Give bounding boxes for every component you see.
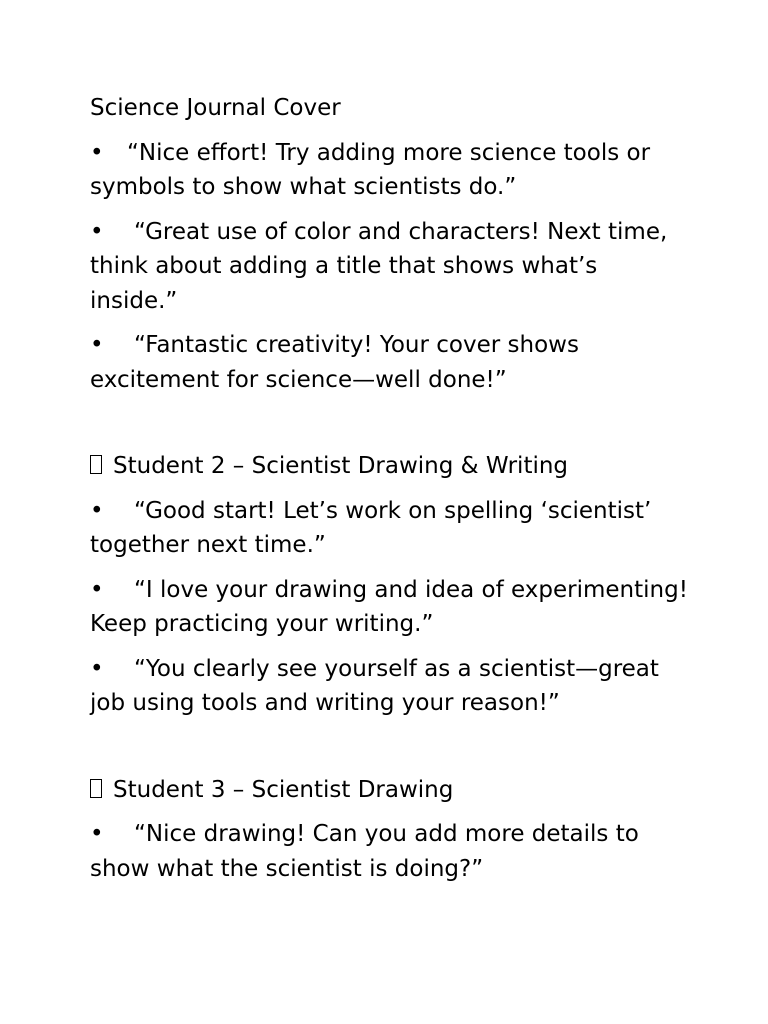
section-student-2	[90, 449, 690, 721]
document-page	[90, 91, 690, 886]
section-student-3	[90, 773, 690, 887]
missing-glyph-icon	[90, 455, 102, 474]
bullet: •	[90, 332, 104, 358]
bullet: •	[90, 576, 104, 603]
feedback-text: “Nice drawing! Can you add more details to show what the scientist is doing?”	[90, 821, 639, 882]
missing-glyph-icon	[90, 779, 102, 798]
feedback-text: “I love your drawing and idea of experimenting! Keep practicing your writing.”	[90, 576, 688, 637]
feedback-item	[90, 136, 690, 205]
section-heading: Student 2 – Scientist Drawing & Writing	[90, 449, 690, 484]
bullet: •	[90, 821, 104, 847]
feedback-text: “You clearly see yourself as a scientist—great job using tools and writing your reason!”	[90, 655, 659, 716]
feedback-text: “Good start! Let’s work on spelling ‘scientist’ together next time.”	[90, 497, 652, 558]
feedback-text: “Nice effort! Try adding more science tools or symbols to show what scientists do.”	[90, 139, 651, 200]
section-heading: Student 3 – Scientist Drawing	[90, 773, 690, 808]
bullet: •	[90, 497, 104, 524]
feedback-item	[90, 494, 690, 563]
section-journal-cover	[90, 91, 690, 397]
feedback-item	[90, 817, 690, 886]
feedback-item	[90, 573, 690, 642]
section-heading: Science Journal Cover	[90, 95, 341, 121]
feedback-text: “Great use of color and characters! Next time, think about adding a title that shows what’s inside.”	[90, 218, 668, 314]
feedback-item	[90, 328, 690, 397]
feedback-item	[90, 215, 690, 319]
bullet: •	[90, 218, 104, 245]
bullet: •	[90, 655, 104, 682]
bullet: •	[90, 139, 104, 166]
feedback-item	[90, 652, 690, 721]
feedback-text: “Fantastic creativity! Your cover shows excitement for science—well done!”	[90, 332, 579, 393]
